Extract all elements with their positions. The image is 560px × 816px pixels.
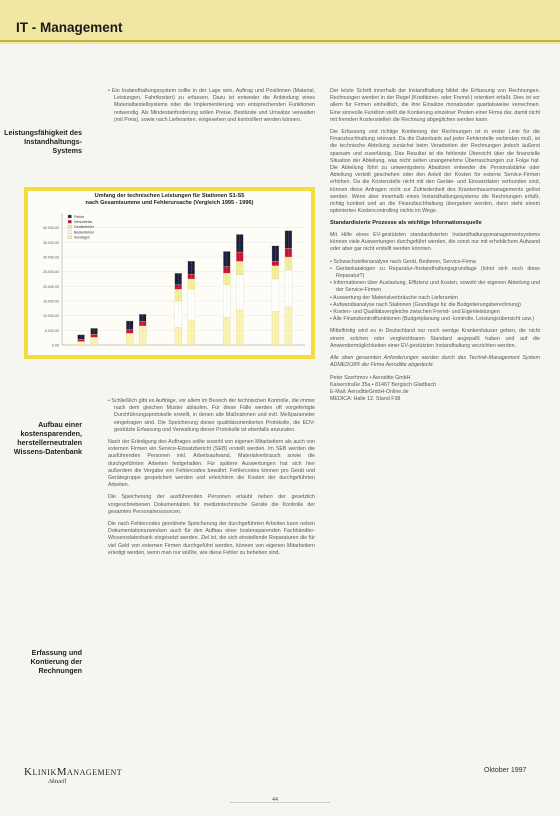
bar-segment-sonstiges: [223, 317, 230, 345]
list-item: • Informationen über Auslastung, Effizienz und Kosten, sowohl der eigenen Abteilung und der Service-Firmen: [330, 280, 540, 294]
contact-line: Kaiserstraße 35a • 81467 Bergisch Gladbach: [330, 381, 437, 388]
paragraph: Mit Hilfe eines EV-gestützten standardisierten Instandhaltungsmanagementsystems können viele Auswertungen durchgeführt werden, die sonst nur mit erheblichem Aufwand oder aber gar nicht erstellt werden könnten.: [330, 232, 540, 253]
y-tick-label: 0,00: [52, 343, 59, 348]
chart-plot: [28, 209, 311, 355]
paragraph: • Ein Instandhaltungssystem sollte in der Lage sein, Auftrag und Positionen (Material, Leistungen, Fahrtkosten) zu erfassen. Dazu ist entweder die Anbindung eines Materialbestellsystems oder die Implementierung von entsprechenden Funktionen notwendig. Als Mindestanforderung sollen Preise, Bestände und Umsätze verwalten (mit Preis), sowie nach Lieferanten, eingesehen und kontrolliert werden können.: [108, 88, 315, 123]
sidebar-heading-rechnung: Erfassung und Kontierung der Rechnungen: [30, 648, 82, 675]
paragraph: Die nach Fehlercodes geordnete Speicherung der durchgeführten Arbeiten kann neben Dokumentationszwecken auch für den Aufbau einer kostensparenden Fachhändler-Wissensdatenbank eingesetzt werden. Ziel ist, die sich einstellende Reparaturen die für viel Geld von externen Firmen durchgeführt werden, können von eigenen Mitarbeitern erledigt werden, wenn man nur wüßte, wie diese Fehler zu beheben sind.: [108, 521, 315, 556]
logo-text: K: [24, 766, 33, 778]
bar-segment-verschleiss: [139, 322, 146, 326]
header-rule: [0, 40, 560, 42]
bar-segment-verschleiss: [188, 274, 195, 279]
analysis-list: [330, 259, 540, 324]
chart-figure: [24, 187, 315, 359]
legend-swatch: [68, 220, 72, 223]
issue-date: Oktober 1997: [484, 767, 527, 774]
legend-label: Verschleiss: [74, 220, 93, 224]
page-title: IT - Management: [16, 20, 123, 35]
paragraph: Mittelfristig wird es in Deutschland nur noch wenige Krankenhäuser geben, die nicht einem solchen oder vergleichbaren Standard angepaßt haben und auf die Anwendermöglichkeiten einer EV-gestützten Instandhaltung verzichten werden.: [330, 328, 540, 349]
sidebar-heading-leistung: Leistungsfähigkeit des Instandhaltungs-Systems: [4, 128, 82, 155]
list-item: • Gerätekatalogen zu Reparatur-/Instandhaltungsgrundlage (lohnt sich noch diese Reparatur?): [330, 265, 540, 280]
legend-label: Bedienfehler: [74, 230, 95, 235]
paragraph: Der letzte Schritt innerhalb der Instandhaltung bildet die Erfassung von Rechnungen. Rechnungen werden in der Regel (Kreditoren- oder Fremd-) orientiert erfaßt. Dies ist vor allem für Firmen einheitlich, die ihre Einsätze monatsoder quartalsweise verrechnen. Eine sinnvolle Funktion stellt die Kontierung einzelner Posten einer Firma dar, damit nicht mit fremden Kostenstellen die Rechnung abgeglichen werden kann.: [330, 88, 540, 123]
y-tick-label: 40.000,00: [43, 226, 59, 231]
column-b: [330, 88, 540, 403]
list-item: • Schwachstellenanalyse nach Gerät, Bediener, Service-Firma: [330, 258, 476, 265]
list-item: • Kosten- und Qualitätsvergleiche zwischen Fremd- und Eigenleistungen: [330, 309, 500, 316]
chart-title: [32, 193, 307, 208]
legend-swatch: [68, 231, 72, 234]
paragraph: Nach der Erledigung des Auftrages sollte sowohl von eigenen Mitarbeitern als auch von externen Firmen ein Service-Einsatzbericht (SEB) erstellt werden. Im SEB werden die ausführenden Personen inkl. Arbeitsaufwand, Materialverbrauch sowie die durchgeführten Arbeiten festgehalten. Für spätere Auswertungen hat sich hier außerdem die Vergabe von Fehlercodes bewährt. Fehlercodes können pro Gerät und Gerätegruppe gespeichert werden und erleichtern die Kosten der durchgeführten Arbeiten.: [108, 439, 315, 489]
legend-label: Fehler: [74, 214, 85, 219]
y-tick-label: 15.000,00: [43, 299, 59, 304]
column-a-bottom: [108, 398, 315, 562]
bar-segment-fehler: [175, 273, 182, 285]
contact-line: Peter Szerhmov • Aeroditte GmbH: [330, 374, 411, 381]
paragraph: Die Erfassung und richtige Kontierung der Rechnungen ist in erster Linie für die Finanzbuchhaltung relevant. Da die Datenbank auf jeder Fehlerstelle verbinden muß, ist die technische Abteilung zunächst beim Verarbeiten der Rechnungen jedoch äußerst sparsam und zuverlässig. Das Resultat ist die fehlende Übersicht über die finanzielle Situation der Abteilung, was nicht selten unangenehme Überraschungen zur Folge hat. Die Abteilung führt zu umwenigstens Absätzen entweder die Personalstärke oder Abteilung verteilt geschehen oder den Anteil der Kosten für externe Service-Firmen erhöhen. Da die Kostenstelle nicht mit den Geräte- und Einsatzdaten verbunden sind, können diese Anfragen nicht zur Zufriedenheit des Krankenhausmanagements gelöst werden. Wenn aber innerhalb eines Instandhaltungssystems die Rechnungen erfaßt, richtig kontiert und an die Finanzbuchhaltung übergeben werden, dann steht einem optimierten Kostencontrolling nichts im Wege.: [330, 129, 540, 215]
list-item: • Auswertung der Materialverbräuche nach Lieferanten: [330, 294, 458, 301]
logo-text: ANAGEMENT: [67, 768, 123, 777]
chart-title-line: nach Gesamtsumme und Fehlerursache (Vergleich 1995 - 1996): [85, 200, 254, 207]
legend-swatch: [68, 225, 72, 228]
contact-line: MEDICA: Halle 12, Stand F38: [330, 396, 401, 403]
y-tick-label: 5.000,00: [45, 328, 59, 333]
y-tick-label: 30.000,00: [43, 255, 59, 260]
logo-text: M: [56, 766, 68, 778]
legend-swatch: [68, 236, 72, 239]
legend-label: Sonstiges: [74, 235, 90, 240]
logo-text: LINIK: [32, 768, 57, 777]
chart-title-line: Umfang der technischen Leistungen für Stationen S1-S5: [94, 193, 245, 199]
vendor-note: Alle oben genannten Anforderungen werden durch das Technik-Management System ADMEDO8® der Firma Aeroditte abgedeckt.: [330, 355, 540, 369]
list-item: • Alle Finanzkontrollfunktionen (Budgetplanung und -kontrolle, Leistungsübersicht usw.): [330, 316, 535, 323]
bar-segment-verschleiss: [272, 261, 279, 266]
sidebar-heading-wissen: Aufbau einer kostensparenden, herstellerneutralen Wissens-Datenbank: [13, 420, 82, 456]
contact-line: E-Mail: AeroditteGmbH-Online.de: [330, 388, 409, 395]
legend-swatch: [68, 215, 72, 218]
y-tick-label: 25.000,00: [43, 270, 59, 275]
page-number: 44: [272, 797, 279, 803]
page-rule: [230, 802, 330, 803]
section-heading: Standardisierte Prozesse als wichtige Informationsquelle: [330, 220, 482, 227]
logo-signature: Aktuell: [48, 778, 67, 785]
magazine-logo: [24, 766, 122, 778]
paragraph: • Schließlich gibt es Aufträge, vor allem im Bereich der technischen Kontrolle, die immer nach dem gleichen Muster ablaufen. Für diese Fälle werden oft vorgefertigte Durchführungsprotokolle erstellt, in denen alle Maßnahmen und evtl. Meßparameter eingetragen sind. Die Speicherung dieser qualitätsorientierten Protokolle, die EDV-gestützte Erfassung und Verwaltung dieser Protokolle ist ebenfalls anzuraten.: [108, 398, 315, 433]
y-tick-label: 35.000,00: [43, 240, 59, 245]
column-a-top: [108, 88, 315, 129]
bar-segment-gerätefehler: [223, 273, 230, 285]
list-item: • Aufwandsanalyse nach Stationen (Grundlage für die Budgetierungsberechnung): [330, 301, 521, 308]
contact-block: [330, 375, 540, 404]
paragraph: Die Speicherung der ausführenden Personen erlaubt neben der gesetzlich vorgeschriebenen Dokumentation für medizintechnische Geräte die Kontrolle der gesamten Personalressourcen.: [108, 494, 315, 515]
y-tick-label: 10.000,00: [43, 314, 59, 319]
legend-label: Gerätefehler: [74, 225, 94, 230]
y-tick-label: 20.000,00: [43, 284, 59, 289]
